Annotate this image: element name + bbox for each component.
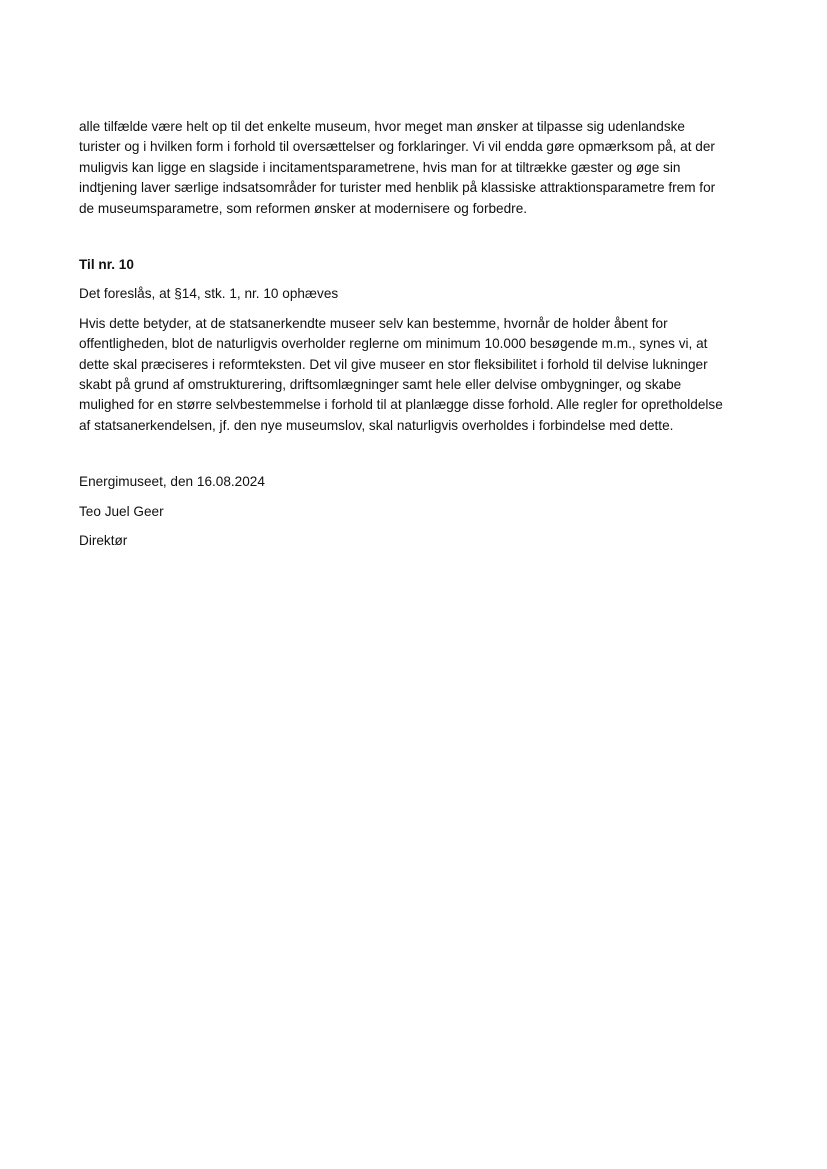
signature-name: Teo Juel Geer xyxy=(79,503,164,519)
document-page xyxy=(79,117,751,552)
signature-place-date: Energimuseet, den 16.08.2024 xyxy=(79,474,265,490)
text-line: mulighed for en større selvbestemmelse i forhold til at planlægge disse forhold. Alle regler for opretholdelse xyxy=(79,397,723,413)
section-heading: Til nr. 10 xyxy=(79,257,134,273)
text-line: de museumsparametre, som reformen ønsker at modernisere og forbedre. xyxy=(79,200,528,216)
text-line: turister og i hvilken form i forhold til oversættelser og forklaringer. Vi vil endda gøre opmærksom på, at der xyxy=(79,139,715,155)
body-paragraph xyxy=(79,314,751,436)
intro-paragraph xyxy=(79,117,751,219)
signature-title: Direktør xyxy=(79,533,128,549)
text-line: offentligheden, blot de naturligvis overholder reglerne om minimum 10.000 besøgende m.m., synes vi, at xyxy=(79,336,708,352)
text-line: skabt på grund af omstrukturering, driftsomlægninger samt hele eller delvise ombygninger, og skabe xyxy=(79,377,682,393)
text-line: Hvis dette betyder, at de statsanerkendte museer selv kan bestemme, hvornår de holder åbent for xyxy=(79,315,668,331)
proposal-text: Det foreslås, at §14, stk. 1, nr. 10 ophæves xyxy=(79,286,339,302)
text-line: muligvis kan ligge en slagside i incitamentsparametrene, hvis man for at tiltrække gæster og øge sin xyxy=(79,159,681,175)
text-line: af statsanerkendelsen, jf. den nye museumslov, skal naturligvis overholdes i forbindelse med dette. xyxy=(79,417,674,433)
text-line: indtjening laver særlige indsatsområder for turister med henblik på klassiske attraktionsparametre frem for xyxy=(79,180,716,196)
text-line: dette skal præciseres i reformteksten. Det vil give museer en stor fleksibilitet i forhold til delvise lukninger xyxy=(79,356,708,372)
text-line: alle tilfælde være helt op til det enkelte museum, hvor meget man ønsker at tilpasse sig udenlandske xyxy=(79,119,685,134)
